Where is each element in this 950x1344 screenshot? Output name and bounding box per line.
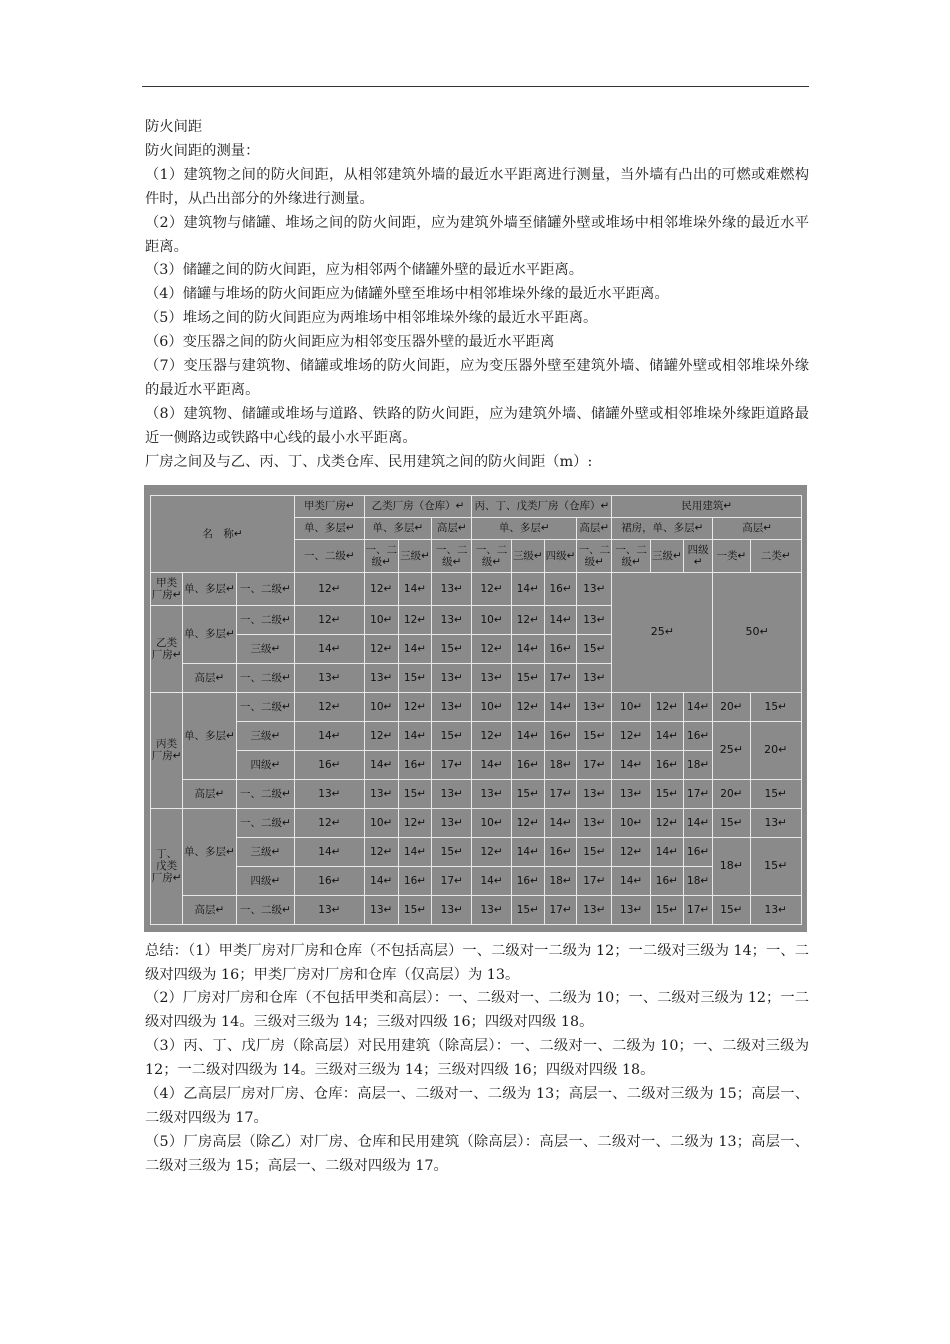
sub-header: 高层↵ <box>713 517 802 539</box>
table-cell: 15↵ <box>511 895 544 924</box>
merged-cell: 15↵ <box>750 837 802 895</box>
row-label: 三级↵ <box>236 837 294 866</box>
grade-header: 一、二级↵ <box>612 539 650 572</box>
row-label: 四级↵ <box>236 866 294 895</box>
table-cell: 10↵ <box>364 605 398 634</box>
table-cell: 15↵ <box>432 837 472 866</box>
table-cell: 10↵ <box>472 605 511 634</box>
table-cell: 12↵ <box>364 721 398 750</box>
table-cell: 13↵ <box>750 895 802 924</box>
table-row <box>151 837 802 866</box>
group-header: 乙类厂房（仓库）↵ <box>364 495 472 517</box>
doc-title: 防火间距 <box>145 119 203 135</box>
table-cell: 14↵ <box>398 634 431 663</box>
table-cell: 13↵ <box>577 572 612 605</box>
table-cell: 13↵ <box>472 895 511 924</box>
table-cell: 18↵ <box>544 866 576 895</box>
row-label: 单、多层↵ <box>183 572 236 605</box>
document-body <box>145 116 809 1179</box>
table-cell: 14↵ <box>295 837 365 866</box>
table-cell: 10↵ <box>472 692 511 721</box>
table-cell: 15↵ <box>398 663 431 692</box>
row-label: 甲类厂房↵ <box>151 572 183 605</box>
table-cell: 12↵ <box>511 692 544 721</box>
table-cell: 14↵ <box>544 605 576 634</box>
row-label: 单、多层↵ <box>183 692 236 779</box>
grade-header: 一类↵ <box>713 539 750 572</box>
measure-heading: 防火间距的测量： <box>145 142 260 159</box>
table-cell: 13↵ <box>295 779 365 808</box>
table-cell: 12↵ <box>398 692 431 721</box>
table-cell: 20↵ <box>713 779 750 808</box>
measure-item: （2）建筑物与储罐、堆场之间的防火间距，应为建筑外墙至储罐外壁或堆场中相邻堆垛外缘的最近水平距离。 <box>145 214 809 255</box>
table-row <box>151 808 802 837</box>
table-cell: 16↵ <box>295 866 365 895</box>
summary-item: （4）乙高层厂房对厂房、仓库：高层一、二级对一、二级为 13；高层一、二级对三级为 15；高层一、二级对四级为 17。 <box>145 1086 809 1126</box>
table-cell: 12↵ <box>295 692 365 721</box>
grade-header: 四级↵ <box>544 539 576 572</box>
merged-cell: 18↵ <box>713 837 750 895</box>
table-cell: 14↵ <box>612 750 650 779</box>
row-label: 高层↵ <box>183 663 236 692</box>
table-cell: 20↵ <box>713 692 750 721</box>
table-cell: 14↵ <box>472 750 511 779</box>
row-label: 单、多层↵ <box>183 808 236 895</box>
table-cell: 15↵ <box>577 634 612 663</box>
table-cell: 12↵ <box>398 605 431 634</box>
table-cell: 15↵ <box>577 837 612 866</box>
measure-item: （1）建筑物之间的防火间距，从相邻建筑外墙的最近水平距离进行测量，当外墙有凸出的可燃或难燃构件时，从凸出部分的外缘进行测量。 <box>145 166 809 207</box>
merged-cell: 25↵ <box>713 721 750 779</box>
table-cell: 15↵ <box>713 895 750 924</box>
table-cell: 14↵ <box>295 721 365 750</box>
table-cell: 17↵ <box>432 866 472 895</box>
group-header: 甲类厂房↵ <box>295 495 365 517</box>
table-cell: 13↵ <box>432 663 472 692</box>
table-cell: 16↵ <box>544 634 576 663</box>
table-cell: 13↵ <box>295 895 365 924</box>
table-cell: 13↵ <box>432 779 472 808</box>
table-row <box>151 692 802 721</box>
table-cell: 12↵ <box>612 837 650 866</box>
table-cell: 14↵ <box>511 572 544 605</box>
table-row <box>151 866 802 895</box>
grade-header: 一、二级↵ <box>472 539 511 572</box>
table-cell: 12↵ <box>364 572 398 605</box>
table-cell: 16↵ <box>295 750 365 779</box>
table-cell: 13↵ <box>364 779 398 808</box>
table-cell: 14↵ <box>650 837 683 866</box>
table-cell: 12↵ <box>472 837 511 866</box>
table-cell: 14↵ <box>650 721 683 750</box>
table-cell: 14↵ <box>398 572 431 605</box>
merged-cell: 25↵ <box>612 572 713 692</box>
table-cell: 18↵ <box>684 750 713 779</box>
table-cell: 15↵ <box>750 779 802 808</box>
table-cell: 16↵ <box>544 837 576 866</box>
table-cell: 12↵ <box>511 808 544 837</box>
table-cell: 10↵ <box>612 808 650 837</box>
measure-item: （7）变压器与建筑物、储罐或堆场的防火间距，应为变压器外壁至建筑外墙、储罐外壁或相邻堆垛外缘的最近水平距离。 <box>145 358 809 398</box>
group-header: 丙、丁、戊类厂房（仓库）↵ <box>472 495 612 517</box>
table-cell: 16↵ <box>398 866 431 895</box>
table-cell: 16↵ <box>511 866 544 895</box>
table-cell: 16↵ <box>398 750 431 779</box>
summary-item: （5）厂房高层（除乙）对厂房、仓库和民用建筑（除高层）：高层一、二级对一、二级为 13；高层一、二级对三级为 15；高层一、二级对四级为 17。 <box>145 1133 809 1174</box>
table-cell: 12↵ <box>511 605 544 634</box>
table-cell: 15↵ <box>713 808 750 837</box>
measure-item: （8）建筑物、储罐或堆场与道路、铁路的防火间距，应为建筑外墙、储罐外壁或相邻堆垛外缘距道路最近一侧路边或铁路中心线的最小水平距离。 <box>145 405 809 446</box>
table-cell: 17↵ <box>684 779 713 808</box>
header-rule <box>142 86 809 87</box>
table-cell: 14↵ <box>612 866 650 895</box>
table-cell: 12↵ <box>472 721 511 750</box>
grade-header: 一、二级↵ <box>577 539 612 572</box>
table-cell: 13↵ <box>577 779 612 808</box>
row-label: 单、多层↵ <box>183 605 236 663</box>
table-row <box>151 895 802 924</box>
table-cell: 14↵ <box>472 866 511 895</box>
grade-header: 三级↵ <box>650 539 683 572</box>
table-cell: 13↵ <box>364 663 398 692</box>
table-cell: 12↵ <box>295 572 365 605</box>
summary-item: 总结：（1）甲类厂房对厂房和仓库（不包括高层）一、二级对一二级为 12；一二级对三级为 14；一、二级对四级为 16；甲类厂房对厂房和仓库（仅高层）为 13。 <box>145 942 809 983</box>
table-cell: 15↵ <box>650 779 683 808</box>
table-cell: 10↵ <box>364 692 398 721</box>
row-label: 高层↵ <box>183 895 236 924</box>
table-cell: 16↵ <box>544 721 576 750</box>
table-cell: 12↵ <box>650 692 683 721</box>
row-label: 乙类厂房↵ <box>151 605 183 692</box>
table-cell: 14↵ <box>364 866 398 895</box>
row-label: 一、二级↵ <box>236 605 294 634</box>
table-cell: 13↵ <box>472 663 511 692</box>
table-cell: 12↵ <box>398 808 431 837</box>
table-cell: 16↵ <box>684 837 713 866</box>
table-cell: 16↵ <box>650 866 683 895</box>
table-cell: 14↵ <box>511 837 544 866</box>
grade-header: 一、二级↵ <box>295 539 365 572</box>
table-cell: 17↵ <box>577 866 612 895</box>
measure-item: （3）储罐之间的防火间距，应为相邻两个储罐外壁的最近水平距离。 <box>145 262 583 279</box>
sub-header: 裙房，单、多层↵ <box>612 517 713 539</box>
row-label: 三级↵ <box>236 634 294 663</box>
row-label: 三级↵ <box>236 721 294 750</box>
table-cell: 13↵ <box>295 663 365 692</box>
table-row <box>151 572 802 605</box>
table-cell: 13↵ <box>612 895 650 924</box>
table-cell: 14↵ <box>398 721 431 750</box>
sub-header: 单、多层↵ <box>472 517 577 539</box>
table-cell: 10↵ <box>612 692 650 721</box>
table-cell: 12↵ <box>612 721 650 750</box>
group-header: 民用建筑↵ <box>612 495 802 517</box>
table-cell: 15↵ <box>750 692 802 721</box>
table-cell: 13↵ <box>364 895 398 924</box>
table-cell: 13↵ <box>432 808 472 837</box>
merged-cell: 20↵ <box>750 721 802 779</box>
table-cell: 17↵ <box>544 895 576 924</box>
table-cell: 17↵ <box>544 779 576 808</box>
table-cell: 16↵ <box>511 750 544 779</box>
sub-header: 高层↵ <box>432 517 472 539</box>
table-cell: 13↵ <box>472 779 511 808</box>
table-cell: 12↵ <box>364 837 398 866</box>
table-cell: 12↵ <box>295 808 365 837</box>
sub-header: 单、多层↵ <box>364 517 432 539</box>
table-cell: 17↵ <box>544 663 576 692</box>
table-caption: 厂房之间及与乙、丙、丁、戊类仓库、民用建筑之间的防火间距（m）: <box>145 453 593 470</box>
grade-header: 一、二级↵ <box>364 539 398 572</box>
grade-header: 二类↵ <box>750 539 802 572</box>
table-cell: 14↵ <box>684 692 713 721</box>
table-cell: 13↵ <box>577 808 612 837</box>
table-cell: 16↵ <box>650 750 683 779</box>
table-cell: 12↵ <box>472 572 511 605</box>
sub-header: 单、多层↵ <box>295 517 365 539</box>
table-cell: 17↵ <box>577 750 612 779</box>
row-label: 一、二级↵ <box>236 895 294 924</box>
table-cell: 14↵ <box>364 750 398 779</box>
table-cell: 12↵ <box>295 605 365 634</box>
table-cell: 18↵ <box>544 750 576 779</box>
grade-header: 四级↵ <box>684 539 713 572</box>
table-cell: 17↵ <box>432 750 472 779</box>
table-row <box>151 779 802 808</box>
table-cell: 13↵ <box>432 572 472 605</box>
table-cell: 14↵ <box>511 634 544 663</box>
table-cell: 13↵ <box>577 663 612 692</box>
row-label: 高层↵ <box>183 779 236 808</box>
table-cell: 14↵ <box>684 808 713 837</box>
table-cell: 15↵ <box>511 779 544 808</box>
row-label: 丙类厂房↵ <box>151 692 183 808</box>
grade-header: 三级↵ <box>511 539 544 572</box>
table-cell: 15↵ <box>432 721 472 750</box>
table-cell: 14↵ <box>295 634 365 663</box>
table-cell: 16↵ <box>544 572 576 605</box>
measure-item: （6）变压器之间的防火间距应为相邻变压器外壁的最近水平距离 <box>145 334 555 351</box>
table-cell: 14↵ <box>544 692 576 721</box>
table-cell: 13↵ <box>577 605 612 634</box>
table-row <box>151 750 802 779</box>
table-row <box>151 721 802 750</box>
table-cell: 15↵ <box>511 663 544 692</box>
summary-item: （2）厂房对厂房和仓库（不包括甲类和高层）：一、二级对一、二级为 10；一、二级对三级为 12；一二级对四级为 14。三级对三级为 14；三级对四级 16；四级对四级 18。 <box>145 990 809 1031</box>
row-label: 一、二级↵ <box>236 779 294 808</box>
table-cell: 15↵ <box>650 895 683 924</box>
table-cell: 14↵ <box>544 808 576 837</box>
summary-section <box>145 940 809 1179</box>
table-cell: 13↵ <box>612 779 650 808</box>
row-label: 一、二级↵ <box>236 692 294 721</box>
table-cell: 14↵ <box>398 837 431 866</box>
table-cell: 10↵ <box>364 808 398 837</box>
measure-item: （5）堆场之间的防火间距应为两堆场中相邻堆垛外缘的最近水平距离。 <box>145 310 598 327</box>
row-label: 一、二级↵ <box>236 808 294 837</box>
header-row <box>151 495 802 517</box>
fire-distance-table-image <box>144 485 807 932</box>
table-cell: 12↵ <box>472 634 511 663</box>
merged-cell: 50↵ <box>713 572 802 692</box>
measure-item: （4）储罐与堆场的防火间距应为储罐外壁至堆场中相邻堆垛外缘的最近水平距离。 <box>145 286 669 303</box>
table-cell: 18↵ <box>684 866 713 895</box>
name-header: 名 称↵ <box>151 495 295 572</box>
table-cell: 15↵ <box>398 779 431 808</box>
row-label: 一、二级↵ <box>236 572 294 605</box>
row-label: 丁、戊类厂房↵ <box>151 808 183 924</box>
table-cell: 17↵ <box>684 895 713 924</box>
row-label: 四级↵ <box>236 750 294 779</box>
table-cell: 12↵ <box>650 808 683 837</box>
fire-distance-table <box>150 495 802 925</box>
table-cell: 13↵ <box>432 895 472 924</box>
grade-header: 三级↵ <box>398 539 431 572</box>
table-cell: 13↵ <box>432 605 472 634</box>
sub-header: 高层↵ <box>577 517 612 539</box>
row-label: 一、二级↵ <box>236 663 294 692</box>
grade-header: 一、二级↵ <box>432 539 472 572</box>
table-cell: 15↵ <box>432 634 472 663</box>
table-cell: 10↵ <box>472 808 511 837</box>
table-cell: 13↵ <box>577 692 612 721</box>
table-cell: 13↵ <box>432 692 472 721</box>
table-cell: 14↵ <box>511 721 544 750</box>
table-cell: 15↵ <box>398 895 431 924</box>
summary-item: （3）丙、丁、戊厂房（除高层）对民用建筑（除高层）：一、二级对一、二级为 10；一、二级对三级为 12；一二级对四级为 14。三级对三级为 14；三级对四级 16；四级对四级 18。 <box>145 1038 809 1079</box>
table-cell: 13↵ <box>577 895 612 924</box>
table-cell: 12↵ <box>364 634 398 663</box>
table-cell: 13↵ <box>750 808 802 837</box>
table-cell: 16↵ <box>684 721 713 750</box>
table-cell: 15↵ <box>577 721 612 750</box>
